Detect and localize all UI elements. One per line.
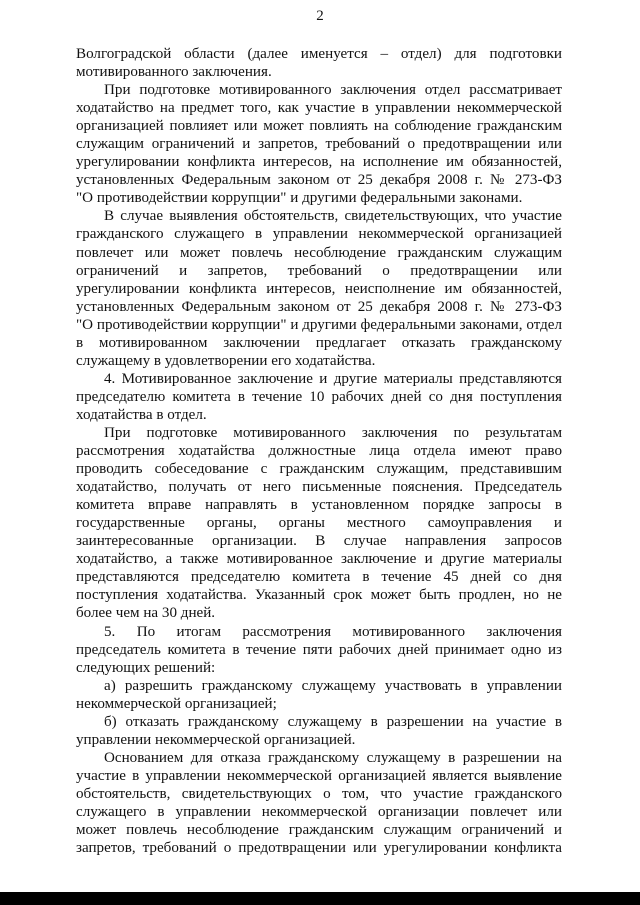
text-line: запретов, требований о предотвращении или урегулировании конфликта	[76, 840, 562, 857]
text-line: 5. По итогам рассмотрения мотивированного заключения	[104, 623, 562, 640]
text-line: ограничений и запретов, требований о предотвращении или	[76, 262, 562, 279]
text-line: мотивированного заключения.	[76, 64, 272, 81]
text-line: заинтересованные организации. В случае направления запросов	[76, 533, 562, 550]
text-line: установленных Федеральным законом от 25 декабря 2008 г. № 273-ФЗ	[76, 298, 562, 315]
text-line: урегулировании конфликта интересов, на исполнение им обязанностей,	[76, 154, 562, 171]
text-line: служащему в удовлетворении его ходатайства.	[76, 352, 376, 369]
text-line: государственные органы, органы местного самоуправления и	[76, 515, 562, 532]
paragraph	[76, 677, 562, 713]
paragraph	[76, 370, 562, 424]
paragraph	[76, 424, 562, 623]
text-line: управлении некоммерческой организацией.	[76, 731, 356, 748]
text-line: представляются председателю комитета в течение 45 дней со дня	[76, 569, 562, 586]
text-line: ходатайство, а также мотивированное заключение и другие материалы	[76, 551, 562, 568]
text-line: б) отказать гражданскому служащему в разрешении на участие в	[104, 713, 562, 730]
paragraph	[76, 749, 562, 857]
text-line: урегулировании конфликта интересов, неисполнение им обязанностей,	[76, 280, 562, 297]
text-line: более чем на 30 дней.	[76, 605, 216, 622]
text-line: служащим ограничений и запретов, требований о предотвращении или	[76, 136, 562, 153]
text-line: организацией повлияет или может повлиять на соблюдение гражданским	[76, 118, 562, 135]
paragraph	[76, 713, 562, 749]
text-line: При подготовке мотивированного заключения по результатам	[104, 424, 562, 441]
text-line: проводить собеседование с гражданским служащим, представившим	[76, 461, 562, 478]
text-line: комитета вправе направлять в установленном порядке запросы в	[76, 497, 562, 514]
text-line: обстоятельств, свидетельствующих о том, что участие гражданского	[76, 785, 562, 802]
text-line: гражданского служащего в управлении некоммерческой организацией	[76, 226, 562, 243]
text-line: "О противодействии коррупции" и другими федеральными законами.	[76, 190, 523, 207]
text-line: 4. Мотивированное заключение и другие материалы представляются	[104, 370, 562, 387]
text-line: председатель комитета в течение пяти рабочих дней принимает одно из	[76, 641, 562, 658]
text-line: участие в управлении некоммерческой организацией является выявление	[76, 767, 562, 784]
text-line: ходатайства в отдел.	[76, 406, 207, 423]
text-line: ходатайство, получать от него письменные пояснения. Председатель	[76, 479, 562, 496]
page-number: 2	[316, 8, 324, 24]
text-line: поступления ходатайства. Указанный срок может быть продлен, но не	[76, 587, 562, 604]
text-line: следующих решений:	[76, 659, 216, 676]
text-line: Волгоградской области (далее именуется – отдел) для подготовки	[76, 46, 562, 62]
text-line: ходатайство на предмет того, как участие в управлении некоммерческой	[76, 100, 562, 117]
paragraph	[76, 81, 562, 207]
text-line: рассмотрения ходатайства должностные лица отдела имеют право	[76, 443, 562, 460]
text-line: повлечет или может повлечь несоблюдение гражданским служащим	[76, 244, 562, 261]
text-line: а) разрешить гражданскому служащему участвовать в управлении	[104, 677, 562, 694]
scan-bottom-edge	[0, 892, 640, 905]
text-line: служащего в управлении некоммерческой организации повлечет или	[76, 803, 562, 820]
text-line: в мотивированном заключении предлагает отказать гражданскому	[76, 334, 562, 351]
paragraph	[76, 45, 562, 81]
text-line: установленных Федеральным законом от 25 декабря 2008 г. № 273-ФЗ	[76, 172, 562, 189]
text-line: председателю комитета в течение 10 рабочих дней со дня поступления	[76, 388, 562, 405]
paragraph	[76, 623, 562, 677]
text-line: Основанием для отказа гражданскому служащему в разрешении на	[104, 749, 562, 766]
text-line: некоммерческой организацией;	[76, 695, 277, 712]
text-line: В случае выявления обстоятельств, свидетельствующих, что участие	[104, 208, 562, 225]
paragraph	[76, 207, 562, 369]
text-line: "О противодействии коррупции" и другими федеральными законами, отдел	[76, 316, 562, 333]
text-line: При подготовке мотивированного заключения отдел рассматривает	[104, 82, 562, 99]
text-line: может повлечь несоблюдение гражданским служащим ограничений и	[76, 822, 562, 839]
document-body	[76, 45, 562, 857]
